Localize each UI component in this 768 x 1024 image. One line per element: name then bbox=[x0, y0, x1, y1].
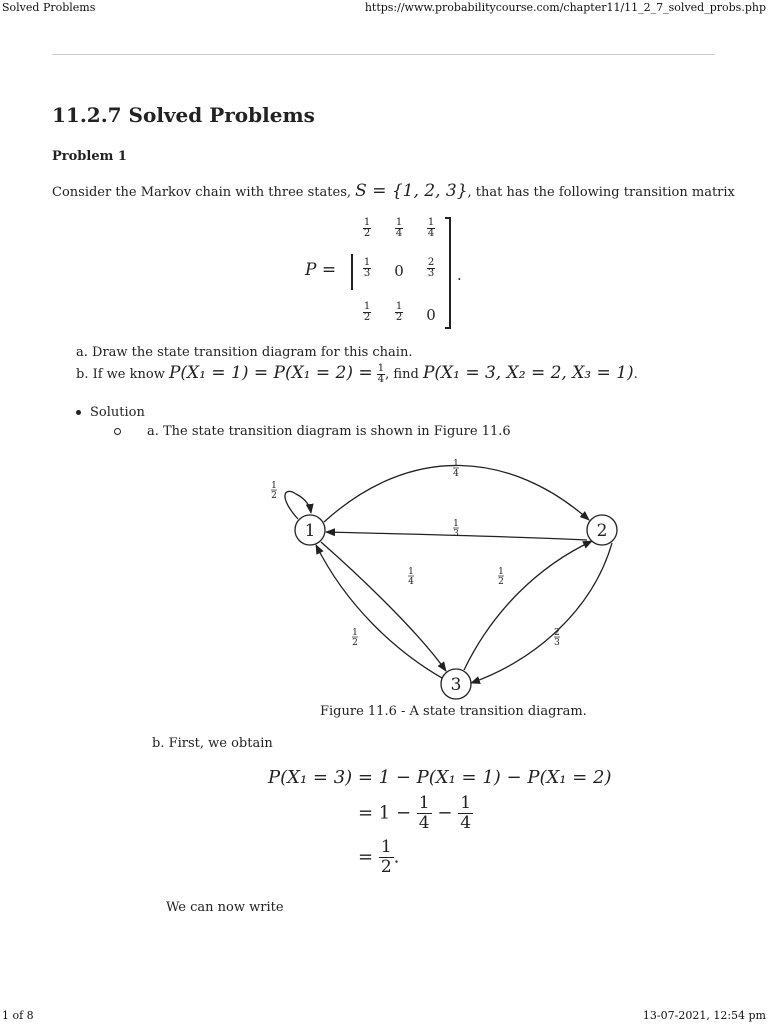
figure-caption: Figure 11.6 - A state transition diagram. bbox=[320, 704, 587, 719]
svg-text:4: 4 bbox=[408, 577, 414, 587]
state-node-3 bbox=[441, 669, 471, 699]
eq3-frac: $\frac{1}{2}$ bbox=[380, 837, 392, 877]
page-title: 11.2.7 Solved Problems bbox=[52, 103, 315, 127]
svg-text:2: 2 bbox=[271, 491, 277, 501]
matrix-cell-3-2: $\frac{1}{2}$ bbox=[395, 301, 403, 323]
part-b-mid: , find bbox=[385, 367, 419, 382]
edge-1-to-3 bbox=[321, 542, 446, 671]
part-b-find: P(X₁ = 3, X₂ = 2, X₃ = 1) bbox=[422, 363, 634, 383]
solution-a-text: a. The state transition diagram is shown in Figure 11.6 bbox=[147, 424, 511, 439]
svg-text:3: 3 bbox=[453, 529, 459, 539]
edge-2-to-3 bbox=[471, 543, 612, 683]
intro-text: Consider the Markov chain with three states, bbox=[52, 185, 351, 200]
part-b-given: P(X₁ = 1) = P(X₁ = 2) = bbox=[168, 363, 373, 383]
edge-label-3-to-2 bbox=[498, 567, 504, 587]
problem-part-b bbox=[76, 363, 638, 385]
top-divider bbox=[52, 54, 715, 55]
edge-label-2-to-3 bbox=[554, 628, 560, 648]
bullet-disc bbox=[76, 410, 81, 415]
svg-text:1: 1 bbox=[271, 481, 277, 491]
matrix-cell-2-3: $\frac{2}{3}$ bbox=[427, 257, 435, 279]
problem-intro bbox=[52, 181, 735, 201]
eq2-frac-2: $\frac{1}{4}$ bbox=[460, 793, 472, 833]
print-header-title: Solved Problems bbox=[2, 1, 96, 14]
matrix-cell-2-2: 0 bbox=[394, 262, 404, 280]
problem-part-a: a. Draw the state transition diagram for this chain. bbox=[76, 345, 413, 360]
eq3-suffix: . bbox=[393, 846, 400, 868]
solution-label: Solution bbox=[90, 405, 145, 420]
svg-text:2: 2 bbox=[498, 577, 504, 587]
edge-label-3-to-1 bbox=[352, 628, 358, 648]
solution-part-a bbox=[114, 424, 511, 439]
eq3-prefix: = bbox=[358, 846, 374, 868]
eq2-minus: − bbox=[437, 802, 453, 824]
svg-text:3: 3 bbox=[554, 638, 560, 648]
equation-line-2 bbox=[358, 794, 473, 833]
svg-text:2: 2 bbox=[352, 638, 358, 648]
svg-text:2: 2 bbox=[554, 628, 560, 638]
state-set: S = {1, 2, 3} bbox=[355, 181, 468, 201]
closing-text: We can now write bbox=[166, 900, 284, 915]
svg-text:2: 2 bbox=[596, 521, 608, 541]
solution-bullet bbox=[76, 405, 145, 420]
matrix-cell-1-1: $\frac{1}{2}$ bbox=[363, 217, 371, 239]
svg-text:1: 1 bbox=[352, 628, 358, 638]
transition-matrix bbox=[305, 214, 475, 328]
intro-tail: , that has the following transition matrix bbox=[467, 185, 735, 200]
edge-3-to-2 bbox=[464, 541, 592, 670]
state-node-2 bbox=[587, 515, 617, 545]
edge-label-1-to-2 bbox=[453, 459, 459, 479]
edge-label-2-to-1 bbox=[453, 519, 459, 539]
matrix-cell-1-3: $\frac{1}{4}$ bbox=[427, 217, 435, 239]
svg-text:1: 1 bbox=[498, 567, 504, 577]
matrix-cell-3-3: 0 bbox=[426, 306, 436, 324]
matrix-cell-3-1: $\frac{1}{2}$ bbox=[363, 301, 371, 323]
matrix-right-bracket bbox=[445, 217, 451, 329]
svg-text:1: 1 bbox=[408, 567, 414, 577]
svg-text:1: 1 bbox=[453, 519, 459, 529]
state-transition-diagram bbox=[262, 452, 622, 702]
eq2-frac-1: $\frac{1}{4}$ bbox=[418, 793, 430, 833]
bullet-circle bbox=[114, 428, 121, 435]
part-b-prefix: b. If we know bbox=[76, 367, 165, 382]
svg-text:1: 1 bbox=[304, 521, 316, 541]
page-indicator: 1 of 8 bbox=[2, 1009, 34, 1022]
part-b-end: . bbox=[633, 367, 638, 382]
matrix-left-bracket bbox=[351, 254, 353, 290]
matrix-cell-1-2: $\frac{1}{4}$ bbox=[395, 217, 403, 239]
problem-heading: Problem 1 bbox=[52, 149, 127, 164]
edge-label-1-to-1 bbox=[271, 481, 277, 501]
part-b-given-fraction: $\frac{1}{4}$ bbox=[377, 363, 385, 385]
solution-part-b: b. First, we obtain bbox=[152, 736, 273, 751]
equation-line-1: P(X₁ = 3) = 1 − P(X₁ = 1) − P(X₁ = 2) bbox=[268, 767, 612, 788]
matrix-period: . bbox=[457, 266, 462, 284]
print-datetime: 13-07-2021, 12:54 pm bbox=[642, 1009, 766, 1022]
print-header-url[interactable]: https://www.probabilitycourse.com/chapter11/11_2_7_solved_probs.php bbox=[364, 1, 766, 14]
matrix-label: P = bbox=[305, 260, 337, 280]
matrix-cell-2-1: $\frac{1}{3}$ bbox=[363, 257, 371, 279]
svg-text:4: 4 bbox=[453, 469, 459, 479]
edge-3-to-1 bbox=[316, 545, 442, 678]
state-node-1 bbox=[295, 515, 325, 545]
svg-text:1: 1 bbox=[453, 459, 459, 469]
edge-label-1-to-3 bbox=[408, 567, 414, 587]
equation-line-3 bbox=[358, 838, 399, 877]
eq2-prefix: = 1 − bbox=[358, 802, 412, 824]
svg-text:3: 3 bbox=[450, 675, 462, 695]
